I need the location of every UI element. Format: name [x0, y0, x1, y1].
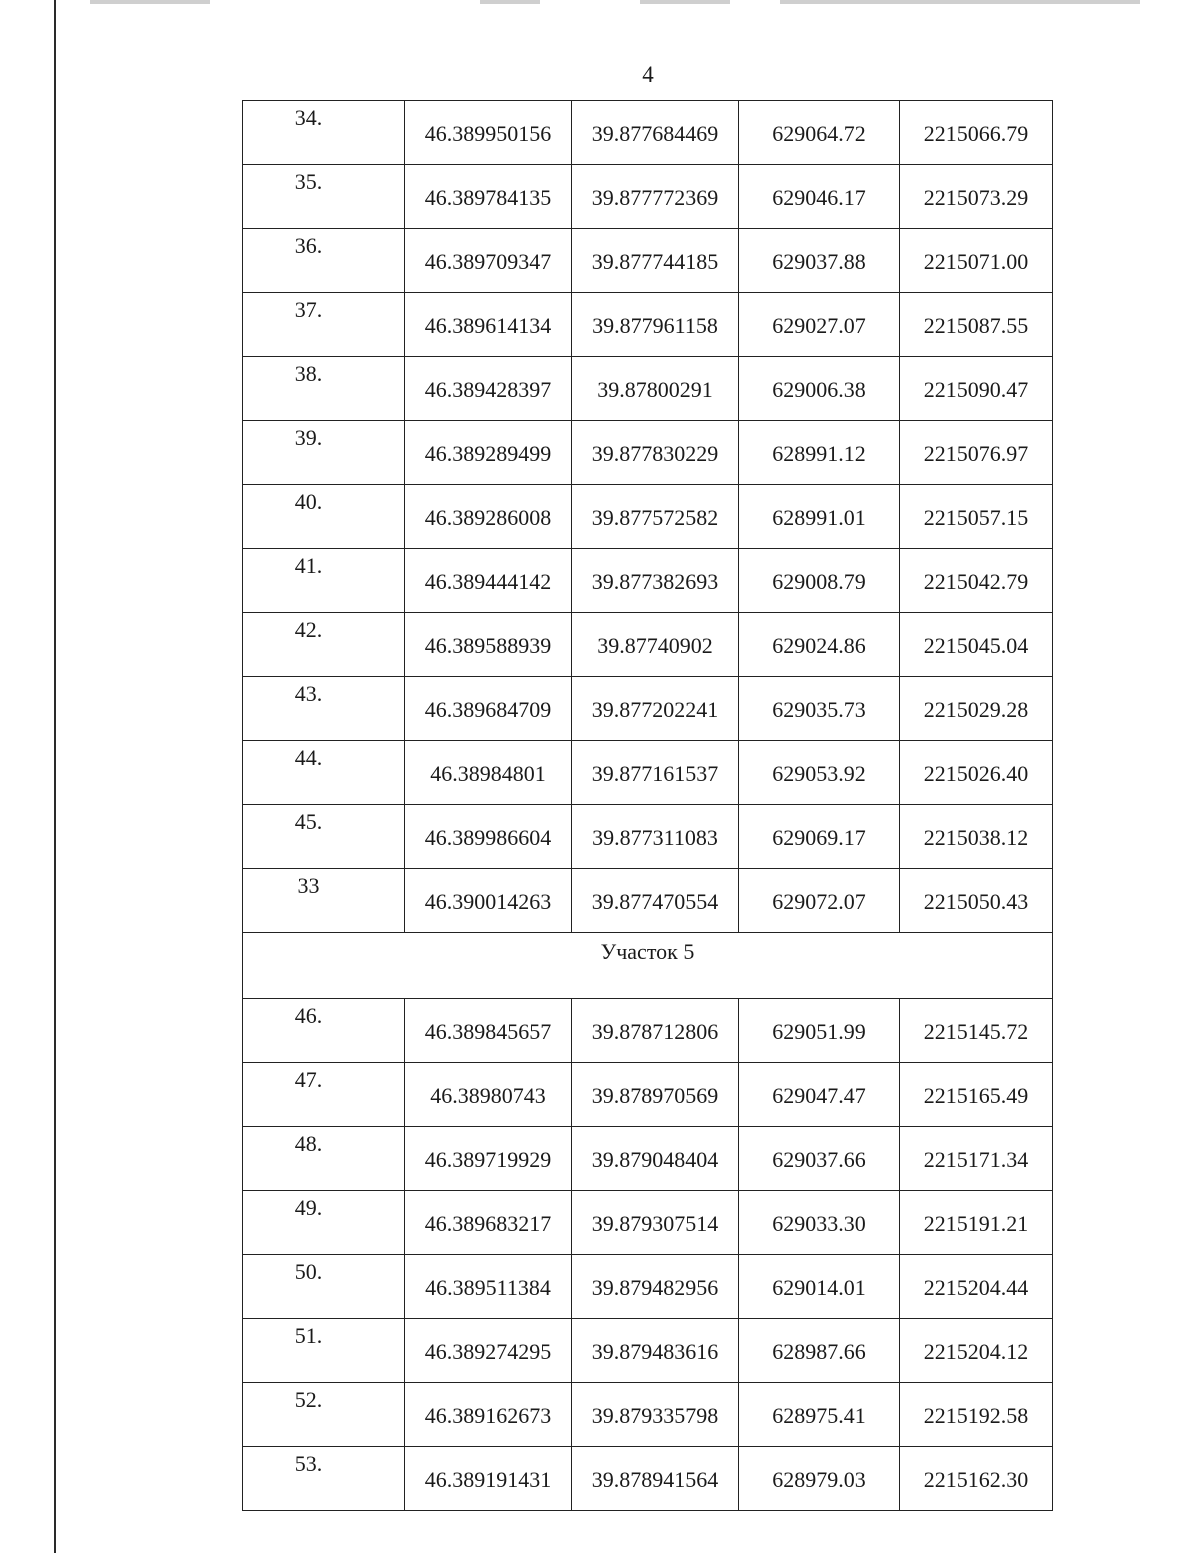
longitude-cell: 39.877311083: [572, 805, 739, 869]
longitude-cell: 39.877684469: [572, 101, 739, 165]
latitude-cell: 46.389444142: [405, 549, 572, 613]
y-coord-cell: 2215204.12: [900, 1319, 1053, 1383]
longitude-cell: 39.877382693: [572, 549, 739, 613]
latitude-cell: 46.38980743: [405, 1063, 572, 1127]
table-row: [243, 229, 1053, 293]
y-coord-cell: 2215029.28: [900, 677, 1053, 741]
table-row: [243, 1063, 1053, 1127]
y-coord-cell: 2215073.29: [900, 165, 1053, 229]
y-coord-cell: 2215204.44: [900, 1255, 1053, 1319]
point-number-cell: 43.: [243, 677, 405, 741]
y-coord-cell: 2215162.30: [900, 1447, 1053, 1511]
point-number-cell: 33: [243, 869, 405, 933]
table-row: [243, 869, 1053, 933]
y-coord-cell: 2215066.79: [900, 101, 1053, 165]
point-number-cell: 49.: [243, 1191, 405, 1255]
latitude-cell: 46.38984801: [405, 741, 572, 805]
x-coord-cell: 629024.86: [739, 613, 900, 677]
table-row: [243, 421, 1053, 485]
longitude-cell: 39.877572582: [572, 485, 739, 549]
longitude-cell: 39.878712806: [572, 999, 739, 1063]
latitude-cell: 46.389784135: [405, 165, 572, 229]
point-number-cell: 34.: [243, 101, 405, 165]
x-coord-cell: 629037.66: [739, 1127, 900, 1191]
y-coord-cell: 2215192.58: [900, 1383, 1053, 1447]
latitude-cell: 46.390014263: [405, 869, 572, 933]
table-row: [243, 1319, 1053, 1383]
y-coord-cell: 2215050.43: [900, 869, 1053, 933]
x-coord-cell: 629006.38: [739, 357, 900, 421]
coordinates-table: [242, 100, 1053, 1511]
scan-top-marks: [0, 0, 1200, 8]
y-coord-cell: 2215165.49: [900, 1063, 1053, 1127]
y-coord-cell: 2215191.21: [900, 1191, 1053, 1255]
point-number-cell: 52.: [243, 1383, 405, 1447]
latitude-cell: 46.389719929: [405, 1127, 572, 1191]
page-number: 4: [642, 62, 654, 87]
table-row: [243, 485, 1053, 549]
longitude-cell: 39.878941564: [572, 1447, 739, 1511]
latitude-cell: 46.389684709: [405, 677, 572, 741]
x-coord-cell: 629069.17: [739, 805, 900, 869]
point-number-cell: 41.: [243, 549, 405, 613]
x-coord-cell: 629014.01: [739, 1255, 900, 1319]
x-coord-cell: 629051.99: [739, 999, 900, 1063]
longitude-cell: 39.878970569: [572, 1063, 739, 1127]
longitude-cell: 39.879483616: [572, 1319, 739, 1383]
table-row: [243, 1383, 1053, 1447]
table-row: [243, 165, 1053, 229]
latitude-cell: 46.389709347: [405, 229, 572, 293]
y-coord-cell: 2215026.40: [900, 741, 1053, 805]
x-coord-cell: 629072.07: [739, 869, 900, 933]
point-number-cell: 39.: [243, 421, 405, 485]
y-coord-cell: 2215087.55: [900, 293, 1053, 357]
point-number-cell: 44.: [243, 741, 405, 805]
x-coord-cell: 629027.07: [739, 293, 900, 357]
table-row: [243, 677, 1053, 741]
longitude-cell: 39.877470554: [572, 869, 739, 933]
longitude-cell: 39.877772369: [572, 165, 739, 229]
x-coord-cell: 628987.66: [739, 1319, 900, 1383]
x-coord-cell: 629035.73: [739, 677, 900, 741]
latitude-cell: 46.389428397: [405, 357, 572, 421]
table-row: [243, 805, 1053, 869]
table-row: [243, 1255, 1053, 1319]
table-row: [243, 1191, 1053, 1255]
longitude-cell: 39.879307514: [572, 1191, 739, 1255]
y-coord-cell: 2215076.97: [900, 421, 1053, 485]
point-number-cell: 36.: [243, 229, 405, 293]
y-coord-cell: 2215042.79: [900, 549, 1053, 613]
y-coord-cell: 2215057.15: [900, 485, 1053, 549]
x-coord-cell: 629033.30: [739, 1191, 900, 1255]
longitude-cell: 39.877961158: [572, 293, 739, 357]
longitude-cell: 39.877744185: [572, 229, 739, 293]
x-coord-cell: 629046.17: [739, 165, 900, 229]
table-row: [243, 357, 1053, 421]
x-coord-cell: 629053.92: [739, 741, 900, 805]
table-row: [243, 741, 1053, 805]
point-number-cell: 51.: [243, 1319, 405, 1383]
table-row: [243, 101, 1053, 165]
table-row: [243, 293, 1053, 357]
latitude-cell: 46.389274295: [405, 1319, 572, 1383]
y-coord-cell: 2215145.72: [900, 999, 1053, 1063]
latitude-cell: 46.389986604: [405, 805, 572, 869]
y-coord-cell: 2215045.04: [900, 613, 1053, 677]
latitude-cell: 46.389511384: [405, 1255, 572, 1319]
longitude-cell: 39.87740902: [572, 613, 739, 677]
x-coord-cell: 629008.79: [739, 549, 900, 613]
scan-left-edge: [54, 0, 56, 1553]
section-label: Участок 5: [243, 933, 1053, 999]
latitude-cell: 46.389286008: [405, 485, 572, 549]
section-row: [243, 933, 1053, 999]
longitude-cell: 39.879048404: [572, 1127, 739, 1191]
point-number-cell: 48.: [243, 1127, 405, 1191]
x-coord-cell: 629064.72: [739, 101, 900, 165]
latitude-cell: 46.389289499: [405, 421, 572, 485]
x-coord-cell: 628975.41: [739, 1383, 900, 1447]
y-coord-cell: 2215090.47: [900, 357, 1053, 421]
latitude-cell: 46.389614134: [405, 293, 572, 357]
table-row: [243, 1447, 1053, 1511]
point-number-cell: 50.: [243, 1255, 405, 1319]
x-coord-cell: 629047.47: [739, 1063, 900, 1127]
longitude-cell: 39.87800291: [572, 357, 739, 421]
latitude-cell: 46.389845657: [405, 999, 572, 1063]
latitude-cell: 46.389191431: [405, 1447, 572, 1511]
latitude-cell: 46.389162673: [405, 1383, 572, 1447]
latitude-cell: 46.389588939: [405, 613, 572, 677]
table-row: [243, 1127, 1053, 1191]
y-coord-cell: 2215071.00: [900, 229, 1053, 293]
point-number-cell: 37.: [243, 293, 405, 357]
x-coord-cell: 629037.88: [739, 229, 900, 293]
table-row: [243, 999, 1053, 1063]
table-row: [243, 613, 1053, 677]
point-number-cell: 42.: [243, 613, 405, 677]
point-number-cell: 46.: [243, 999, 405, 1063]
y-coord-cell: 2215171.34: [900, 1127, 1053, 1191]
y-coord-cell: 2215038.12: [900, 805, 1053, 869]
point-number-cell: 38.: [243, 357, 405, 421]
latitude-cell: 46.389950156: [405, 101, 572, 165]
longitude-cell: 39.879482956: [572, 1255, 739, 1319]
longitude-cell: 39.877161537: [572, 741, 739, 805]
x-coord-cell: 628991.01: [739, 485, 900, 549]
point-number-cell: 47.: [243, 1063, 405, 1127]
point-number-cell: 35.: [243, 165, 405, 229]
longitude-cell: 39.879335798: [572, 1383, 739, 1447]
table-row: [243, 549, 1053, 613]
x-coord-cell: 628979.03: [739, 1447, 900, 1511]
longitude-cell: 39.877202241: [572, 677, 739, 741]
point-number-cell: 53.: [243, 1447, 405, 1511]
point-number-cell: 45.: [243, 805, 405, 869]
latitude-cell: 46.389683217: [405, 1191, 572, 1255]
x-coord-cell: 628991.12: [739, 421, 900, 485]
point-number-cell: 40.: [243, 485, 405, 549]
longitude-cell: 39.877830229: [572, 421, 739, 485]
